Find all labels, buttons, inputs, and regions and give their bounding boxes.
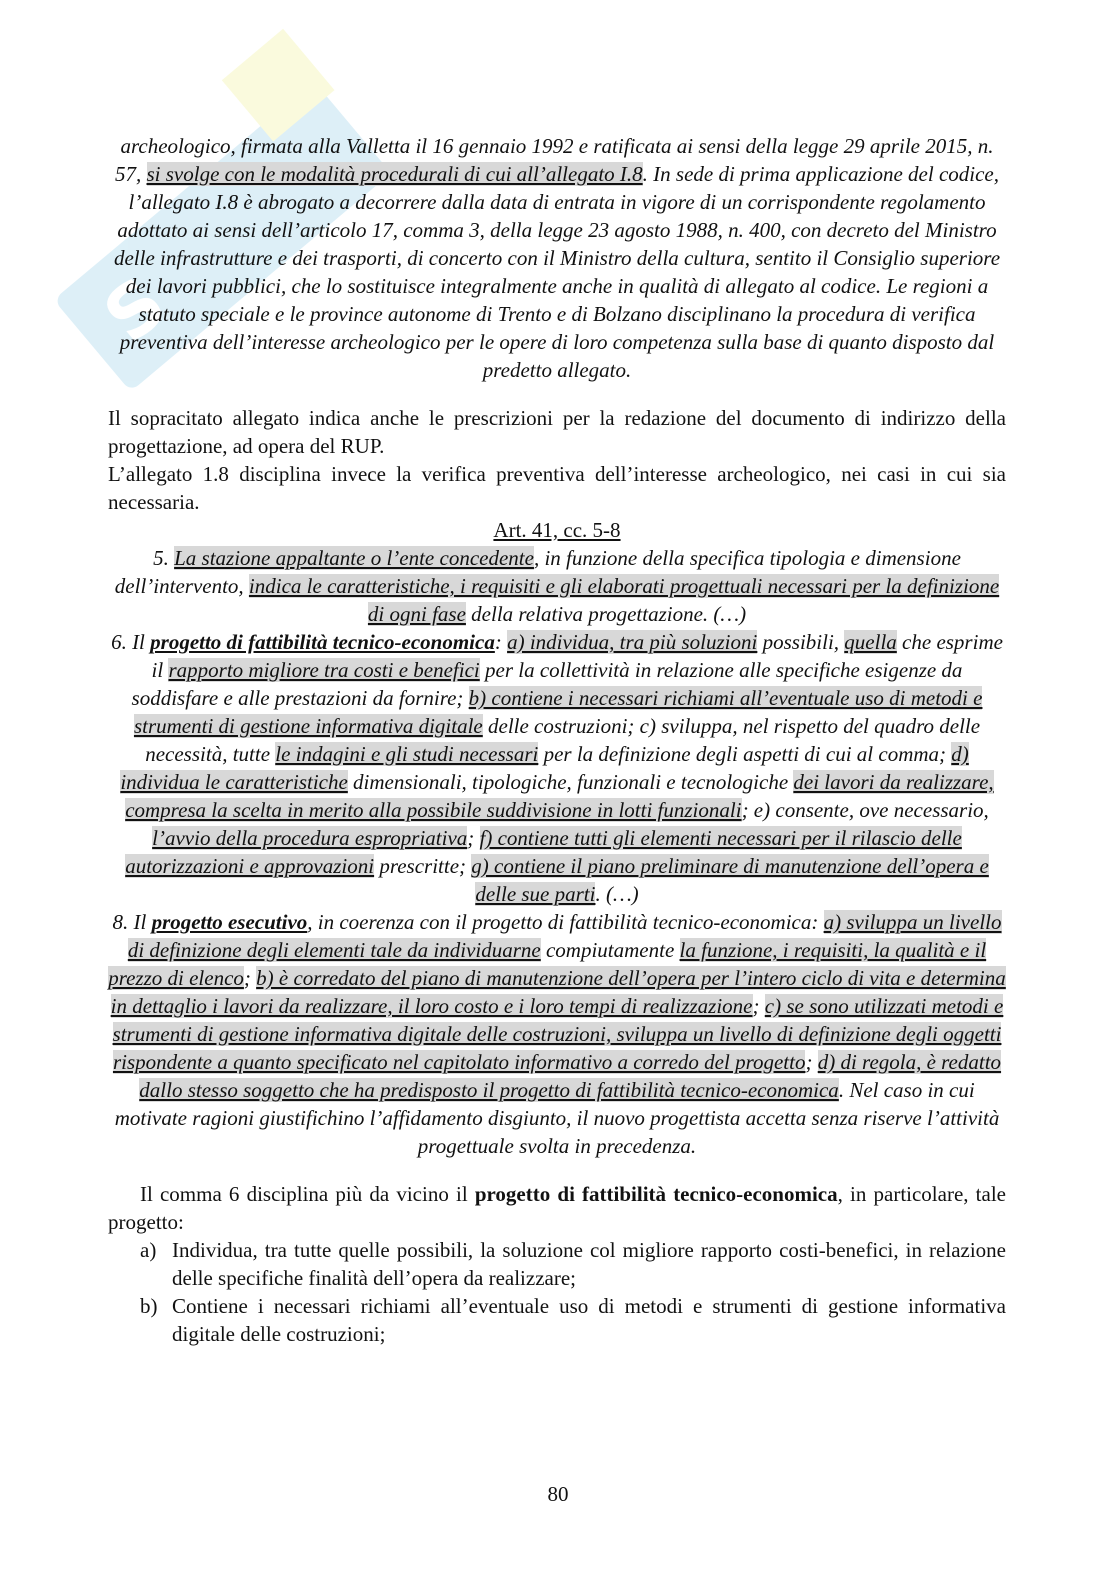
paragraph-allegato: Il sopracitato allegato indica anche le prescrizioni per la redazione del documento di indirizzo della progettazione, ad opera del RUP. (108, 406, 1006, 458)
article-comma-5: 5. La stazione appaltante o l’ente concedente, in funzione della specifica tipologia e dimensione dell’intervento, indica le caratteristiche, i requisiti e gli elaborati progettuali necessari per la definizione di ogni fase della relativa progettazione. (…) (114, 546, 1000, 626)
list-item: b) Contiene i necessari richiami all’eventuale uso di metodi e strumenti di gestione informativa digitale delle costruzioni; (140, 1294, 1006, 1346)
quote-block-top: archeologico, firmata alla Valletta il 16 gennaio 1992 e ratificata ai sensi della legge 29 aprile 2015, n. 57, si svolge con le modalità procedurali di cui all’allegato I.8. In sede di prima applicazione del codice, l’allegato I.8 è abrogato a decorrere dalla data di entrata in vigore di un corrispondente regolamento adottato ai sensi dell’articolo 17, comma 3, della legge 23 agosto 1988, n. 400, con decreto del Ministro delle infrastrutture e dei trasporti, di concerto con il Ministro della cultura, sentito il Consiglio superiore dei lavori pubblici, che lo sostituisce integralmente anche in qualità di allegato al codice. Le regioni a statuto speciale e le province autonome di Trento e di Bolzano disciplinano la procedura di verifica preventiva dell’interesse archeologico per le opere di loro competenza sulla base di quanto disposto dal predetto allegato. (113, 134, 1001, 382)
article-title: Art. 41, cc. 5-8 (493, 518, 621, 542)
article-comma-8: 8. Il progetto esecutivo, in coerenza con il progetto di fattibilità tecnico-economica: a) sviluppa un livello di definizione degli elementi tale da individuarne compiutamente la funzione, i requisiti, la qualità e il prezzo di elenco; b) è corredato del piano di manutenzione dell’opera per l’intero ciclo di vita e determina in dettaglio i lavori da realizzare, il loro costo e i loro tempi di realizzazione; c) se sono utilizzati metodi e strumenti di gestione informativa digitale delle costruzioni, sviluppa un livello di definizione degli oggetti rispondente a quanto specificato nel capitolato informativo a corredo del progetto; d) di regola, è redatto dallo stesso soggetto che ha predisposto il progetto di fattibilità tecnico-economica. Nel caso in cui motivate ragioni giustifichino l’affidamento disgiunto, il nuovo progettista accetta senza riserve l’attività progettuale svolta in precedenza. (108, 910, 1006, 1158)
list-item: a) Individua, tra tutte quelle possibili, la soluzione col migliore rapporto costi-benefici, in relazione delle specifiche finalità dell’opera da realizzare; (140, 1238, 1006, 1290)
highlighted-text: si svolge con le modalità procedurali di cui all’allegato I.8 (146, 162, 643, 186)
paragraph-comma-6: Il comma 6 disciplina più da vicino il progetto di fattibilità tecnico-economica, in particolare, tale progetto: (108, 1182, 1006, 1234)
paragraph-verifica: L’allegato 1.8 disciplina invece la verifica preventiva dell’interesse archeologico, nei casi in cui sia necessaria. (108, 462, 1006, 514)
feature-list (108, 1236, 1006, 1348)
document-page (108, 132, 1006, 1348)
page-number: 80 (547, 1482, 569, 1506)
svg-text:S: S (88, 260, 182, 359)
article-comma-6: 6. Il progetto di fattibilità tecnico-economica: a) individua, tra più soluzioni possibili, quella che esprime il rapporto migliore tra costi e benefici per la collettività in relazione alle specifiche esigenze da soddisfare e alle prestazioni da fornire; b) contiene i necessari richiami all’eventuale uso di metodi e strumenti di gestione informativa digitale delle costruzioni; c) sviluppa, nel rispetto del quadro delle necessità, tutte le indagini e gli studi necessari per la definizione degli aspetti di cui al comma; d) individua le caratteristiche dimensionali, tipologiche, funzionali e tecnologiche dei lavori da realizzare, compresa la scelta in merito alla possibile suddivisione in lotti funzionali; e) consente, ove necessario, l’avvio della procedura espropriativa; f) contiene tutti gli elementi necessari per il rilascio delle autorizzazioni e approvazioni prescritte; g) contiene il piano preliminare di manutenzione dell’opera e delle sue parti. (…) (111, 630, 1003, 906)
